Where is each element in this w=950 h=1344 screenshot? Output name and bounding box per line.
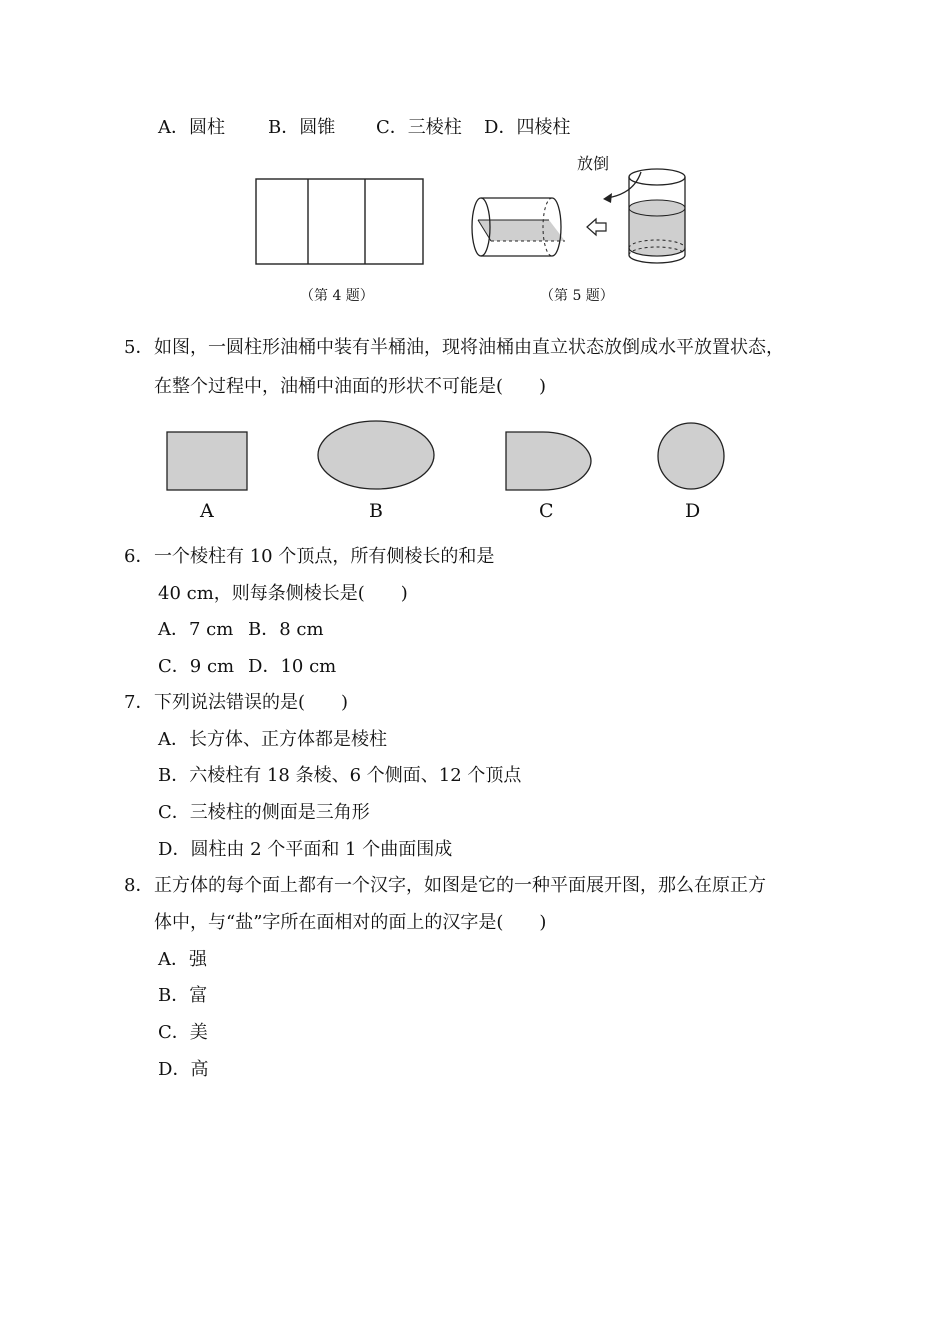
q5-figure-caption: （第 5 题） — [540, 288, 614, 304]
q7-option-b: B．六棱柱有 18 条棱、6 个侧面、12 个顶点 — [158, 765, 522, 786]
upright-barrel — [629, 169, 685, 263]
q6-stem-line2: 40 cm，则每条侧棱长是( ) — [158, 583, 408, 604]
q5-shape-label-d: D — [685, 500, 701, 522]
q6-option-b: B．8 cm — [248, 619, 324, 640]
q5-shape-d-circle — [656, 421, 728, 493]
q8-option-c: C．美 — [158, 1022, 208, 1043]
q7-stem: 下列说法错误的是( ) — [154, 692, 349, 713]
q4-option-a: A．圆柱 — [158, 117, 225, 138]
q5-shape-label-a: A — [200, 500, 214, 522]
q5-number: 5． — [124, 337, 154, 358]
q4-option-d: D．四棱柱 — [484, 117, 571, 138]
q5-shape-a-rectangle — [166, 430, 250, 494]
q6-stem-line1: 一个棱柱有 10 个顶点，所有侧棱长的和是 — [154, 546, 495, 567]
q6-option-c: C．9 cm — [158, 656, 235, 677]
q5-stem-line2: 在整个过程中，油桶中油面的形状不可能是( ) — [154, 376, 547, 397]
q8-stem-line1: 正方体的每个面上都有一个汉字，如图是它的一种平面展开图，那么在原正方 — [154, 875, 766, 896]
q7-number: 7． — [124, 692, 154, 713]
q4-option-c: C．三棱柱 — [376, 117, 462, 138]
q8-number: 8． — [124, 875, 154, 896]
q5-shape-b-ellipse — [316, 420, 438, 494]
q5-shape-label-c: C — [539, 500, 554, 522]
q4-option-b: B．圆锥 — [268, 117, 336, 138]
q8-stem-line2: 体中，与“盐”字所在面相对的面上的汉字是( ) — [154, 912, 547, 933]
q4-figure-net — [255, 178, 425, 266]
q7-option-d: D．圆柱由 2 个平面和 1 个曲面围成 — [158, 839, 453, 860]
q4-figure-caption: （第 4 题） — [300, 288, 374, 304]
left-arrow-icon — [587, 219, 606, 235]
q6-option-a: A．7 cm — [158, 619, 234, 640]
q7-option-a: A．长方体、正方体都是棱柱 — [158, 729, 387, 750]
q6-number: 6． — [124, 546, 154, 567]
q8-option-a: A．强 — [158, 949, 207, 970]
q6-option-d: D．10 cm — [248, 656, 337, 677]
q5-shape-c-half-ellipse — [503, 430, 593, 494]
q7-option-c: C．三棱柱的侧面是三角形 — [158, 802, 370, 823]
topple-label: 放倒 — [577, 154, 610, 173]
horizontal-barrel — [472, 198, 565, 256]
q8-option-b: B．富 — [158, 985, 208, 1006]
q5-shape-label-b: B — [369, 500, 383, 522]
q8-option-d: D．高 — [158, 1059, 209, 1080]
q5-stem-line1: 如图，一圆柱形油桶中装有半桶油，现将油桶由直立状态放倒成水平放置状态， — [154, 337, 784, 358]
